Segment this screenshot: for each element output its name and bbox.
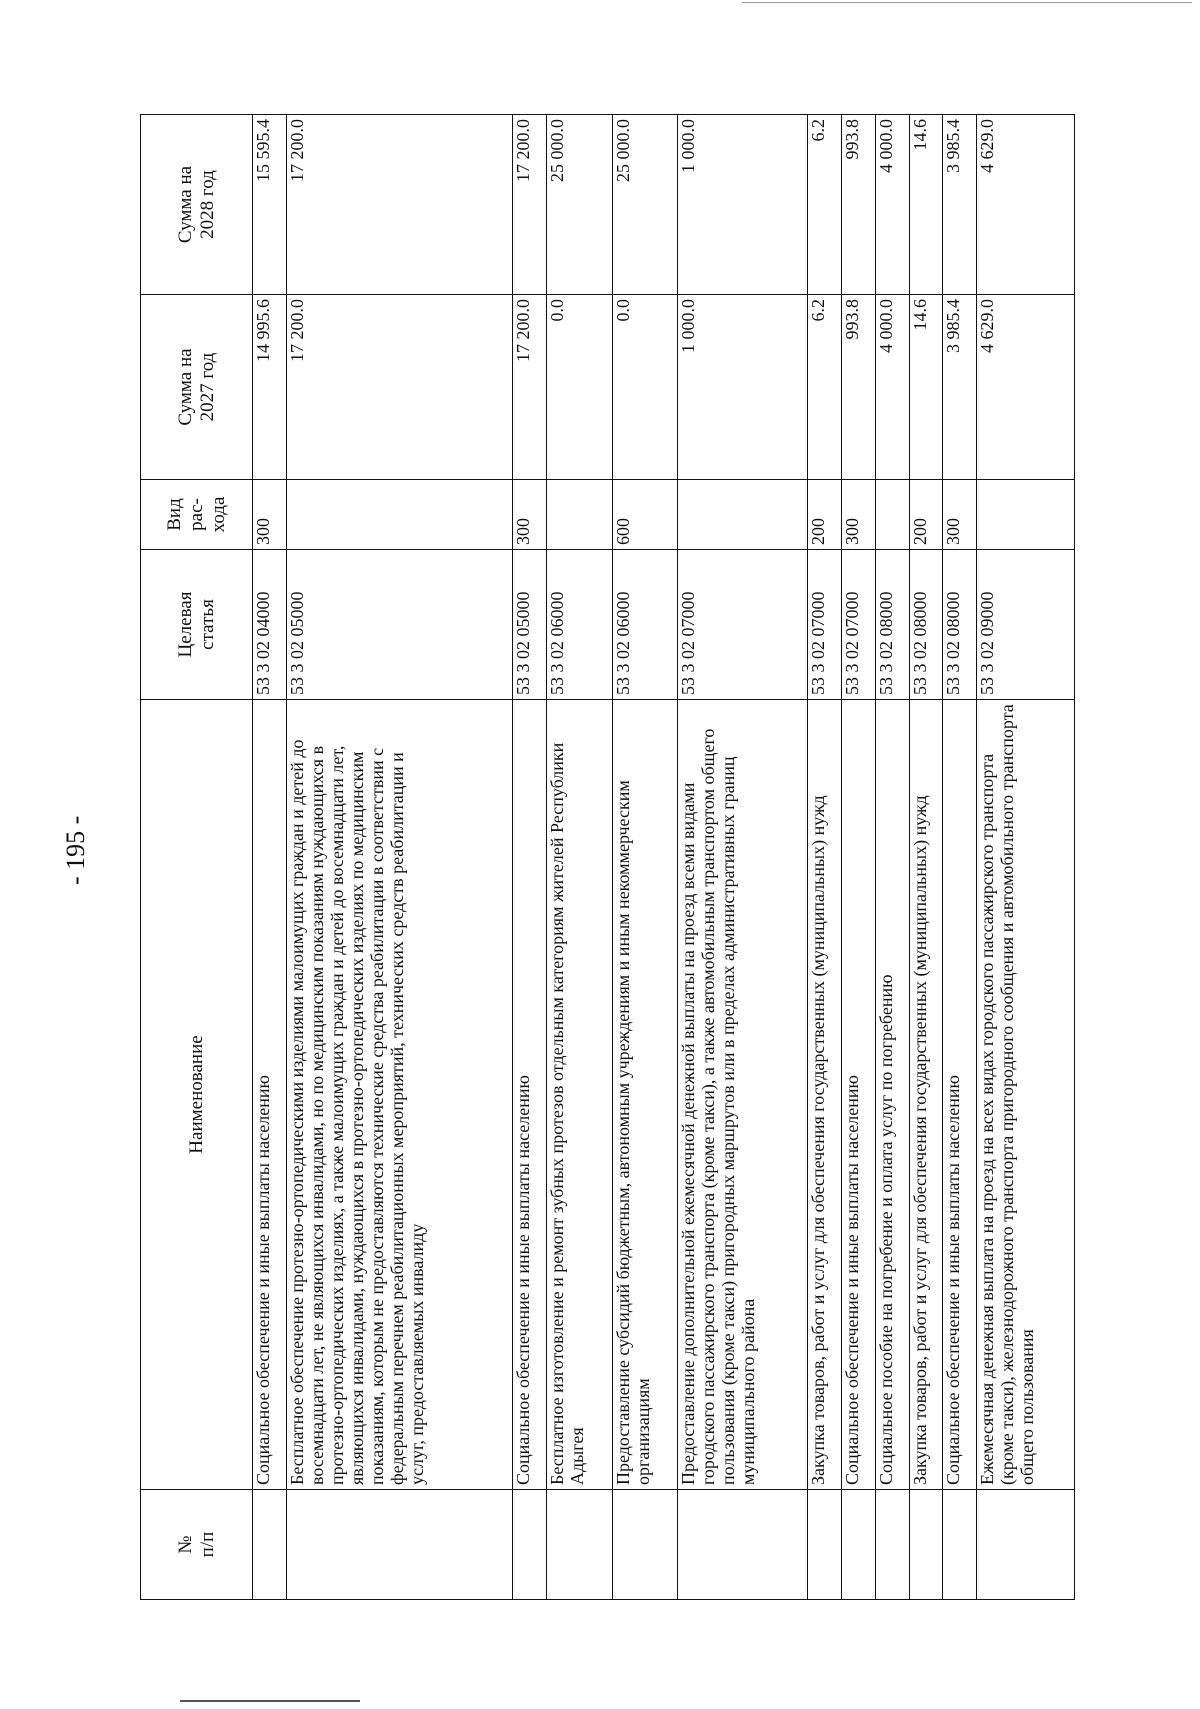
- table-row: [286, 115, 512, 1600]
- cell-vid: [286, 480, 512, 550]
- table-row: [513, 115, 547, 1600]
- cell-sum-2027: 3 985.4: [943, 295, 977, 480]
- cell-sum-2028: 17 200.0: [513, 115, 547, 295]
- cell-code: 53 3 02 05000: [513, 550, 547, 700]
- cell-vid: 600: [612, 480, 678, 550]
- table-row: [909, 115, 943, 1600]
- cell-code: 53 3 02 04000: [253, 550, 287, 700]
- cell-code: 53 3 02 09000: [976, 550, 1074, 700]
- cell-vid: 200: [808, 480, 842, 550]
- cell-name: Социальное обеспечение и иные выплаты населению: [842, 700, 876, 1490]
- cell-code: 53 3 02 06000: [546, 550, 612, 700]
- scan-edge-line: [180, 1700, 360, 1702]
- cell-name: Бесплатное изготовление и ремонт зубных протезов отдельным категориям жителей Республики Адыгея: [546, 700, 612, 1490]
- cell-name: Социальное обеспечение и иные выплаты населению: [513, 700, 547, 1490]
- table-row: [808, 115, 842, 1600]
- document-page: [140, 115, 1075, 1600]
- cell-code: 53 3 02 05000: [286, 550, 512, 700]
- cell-sum-2027: 0.0: [546, 295, 612, 480]
- cell-sum-2027: 17 200.0: [513, 295, 547, 480]
- table-row: [678, 115, 808, 1600]
- cell-vid: [875, 480, 909, 550]
- cell-sum-2027: 4 000.0: [875, 295, 909, 480]
- cell-num: [909, 1490, 943, 1600]
- cell-name: Предоставление субсидий бюджетным, автономным учреждениям и иным некоммерческим организациям: [612, 700, 678, 1490]
- scan-edge-line: [742, 2, 1192, 3]
- cell-vid: 300: [842, 480, 876, 550]
- cell-num: [612, 1490, 678, 1600]
- cell-sum-2028: 25 000.0: [546, 115, 612, 295]
- cell-sum-2028: 15 595.4: [253, 115, 287, 295]
- cell-code: 53 3 02 08000: [875, 550, 909, 700]
- cell-sum-2027: 14.6: [909, 295, 943, 480]
- cell-sum-2027: 0.0: [612, 295, 678, 480]
- cell-vid: [678, 480, 808, 550]
- table-row: [842, 115, 876, 1600]
- cell-sum-2028: 4 000.0: [875, 115, 909, 295]
- budget-table: [140, 114, 1075, 1600]
- cell-num: [808, 1490, 842, 1600]
- cell-name: Бесплатное обеспечение протезно-ортопедическими изделиями малоимущих граждан и детей до восемнадцати лет, не являющихся инвалидами, но по медицинским показаниям нуждающихся в протезно-ортопедических изделиях, а также малоимущих граждан и детей до восемнадцати лет, являющихся инвалидами, нуждающихся в протезно-ортопедических изделиях по медицинским показаниям, которым не предоставляются технические средства реабилитации в соответствии с федеральным перечнем реабилитационных мероприятий, технических средств реабилитации и услуг, предоставляемых инвалиду: [286, 700, 512, 1490]
- cell-code: 53 3 02 08000: [909, 550, 943, 700]
- cell-num: [976, 1490, 1074, 1600]
- cell-sum-2027: 4 629.0: [976, 295, 1074, 480]
- table-row: [612, 115, 678, 1600]
- cell-num: [286, 1490, 512, 1600]
- cell-sum-2028: 17 200.0: [286, 115, 512, 295]
- table-row: [976, 115, 1074, 1600]
- cell-name: Ежемесячная денежная выплата на проезд на всех видах городского пассажирского транспорта (кроме такси), железнодорожного транспорта пригородного сообщения и автомобильного транспорта общего пользования: [976, 700, 1074, 1490]
- cell-code: 53 3 02 08000: [943, 550, 977, 700]
- cell-num: [253, 1490, 287, 1600]
- header-vid: Вид рас- хода: [141, 480, 253, 550]
- cell-sum-2028: 993.8: [842, 115, 876, 295]
- cell-sum-2028: 3 985.4: [943, 115, 977, 295]
- cell-num: [943, 1490, 977, 1600]
- cell-name: Закупка товаров, работ и услуг для обеспечения государственных (муниципальных) нужд: [909, 700, 943, 1490]
- cell-code: 53 3 02 07000: [808, 550, 842, 700]
- page-number: - 195 -: [61, 815, 90, 885]
- cell-code: 53 3 02 07000: [678, 550, 808, 700]
- cell-num: [842, 1490, 876, 1600]
- table-header-row: [141, 115, 253, 1600]
- cell-vid: [976, 480, 1074, 550]
- cell-num: [678, 1490, 808, 1600]
- cell-name: Социальное пособие на погребение и оплата услуг по погребению: [875, 700, 909, 1490]
- header-code: Целевая статья: [141, 550, 253, 700]
- header-num: № п/п: [141, 1490, 253, 1600]
- cell-sum-2027: 993.8: [842, 295, 876, 480]
- cell-sum-2028: 14.6: [909, 115, 943, 295]
- cell-code: 53 3 02 06000: [612, 550, 678, 700]
- cell-vid: [546, 480, 612, 550]
- cell-name: Социальное обеспечение и иные выплаты населению: [253, 700, 287, 1490]
- cell-num: [513, 1490, 547, 1600]
- cell-sum-2028: 4 629.0: [976, 115, 1074, 295]
- cell-num: [875, 1490, 909, 1600]
- cell-name: Предоставление дополнительной ежемесячной денежной выплаты на проезд всеми видами городского пассажирского транспорта (кроме такси), а также автомобильным транспортом общего пользования (кроме такси) пригородных маршрутов или в пределах административных границ муниципального района: [678, 700, 808, 1490]
- table-row: [943, 115, 977, 1600]
- cell-sum-2027: 1 000.0: [678, 295, 808, 480]
- cell-vid: 300: [943, 480, 977, 550]
- cell-vid: 300: [253, 480, 287, 550]
- header-name: Наименование: [141, 700, 253, 1490]
- cell-sum-2027: 6.2: [808, 295, 842, 480]
- table-row: [546, 115, 612, 1600]
- header-sum-2027: Сумма на 2027 год: [141, 295, 253, 480]
- cell-sum-2028: 25 000.0: [612, 115, 678, 295]
- cell-sum-2028: 6.2: [808, 115, 842, 295]
- header-sum-2028: Сумма на 2028 год: [141, 115, 253, 295]
- cell-num: [546, 1490, 612, 1600]
- table-row: [875, 115, 909, 1600]
- cell-sum-2028: 1 000.0: [678, 115, 808, 295]
- cell-vid: 200: [909, 480, 943, 550]
- table-row: [253, 115, 287, 1600]
- cell-sum-2027: 14 995.6: [253, 295, 287, 480]
- cell-code: 53 3 02 07000: [842, 550, 876, 700]
- cell-name: Социальное обеспечение и иные выплаты населению: [943, 700, 977, 1490]
- cell-sum-2027: 17 200.0: [286, 295, 512, 480]
- cell-name: Закупка товаров, работ и услуг для обеспечения государственных (муниципальных) нужд: [808, 700, 842, 1490]
- cell-vid: 300: [513, 480, 547, 550]
